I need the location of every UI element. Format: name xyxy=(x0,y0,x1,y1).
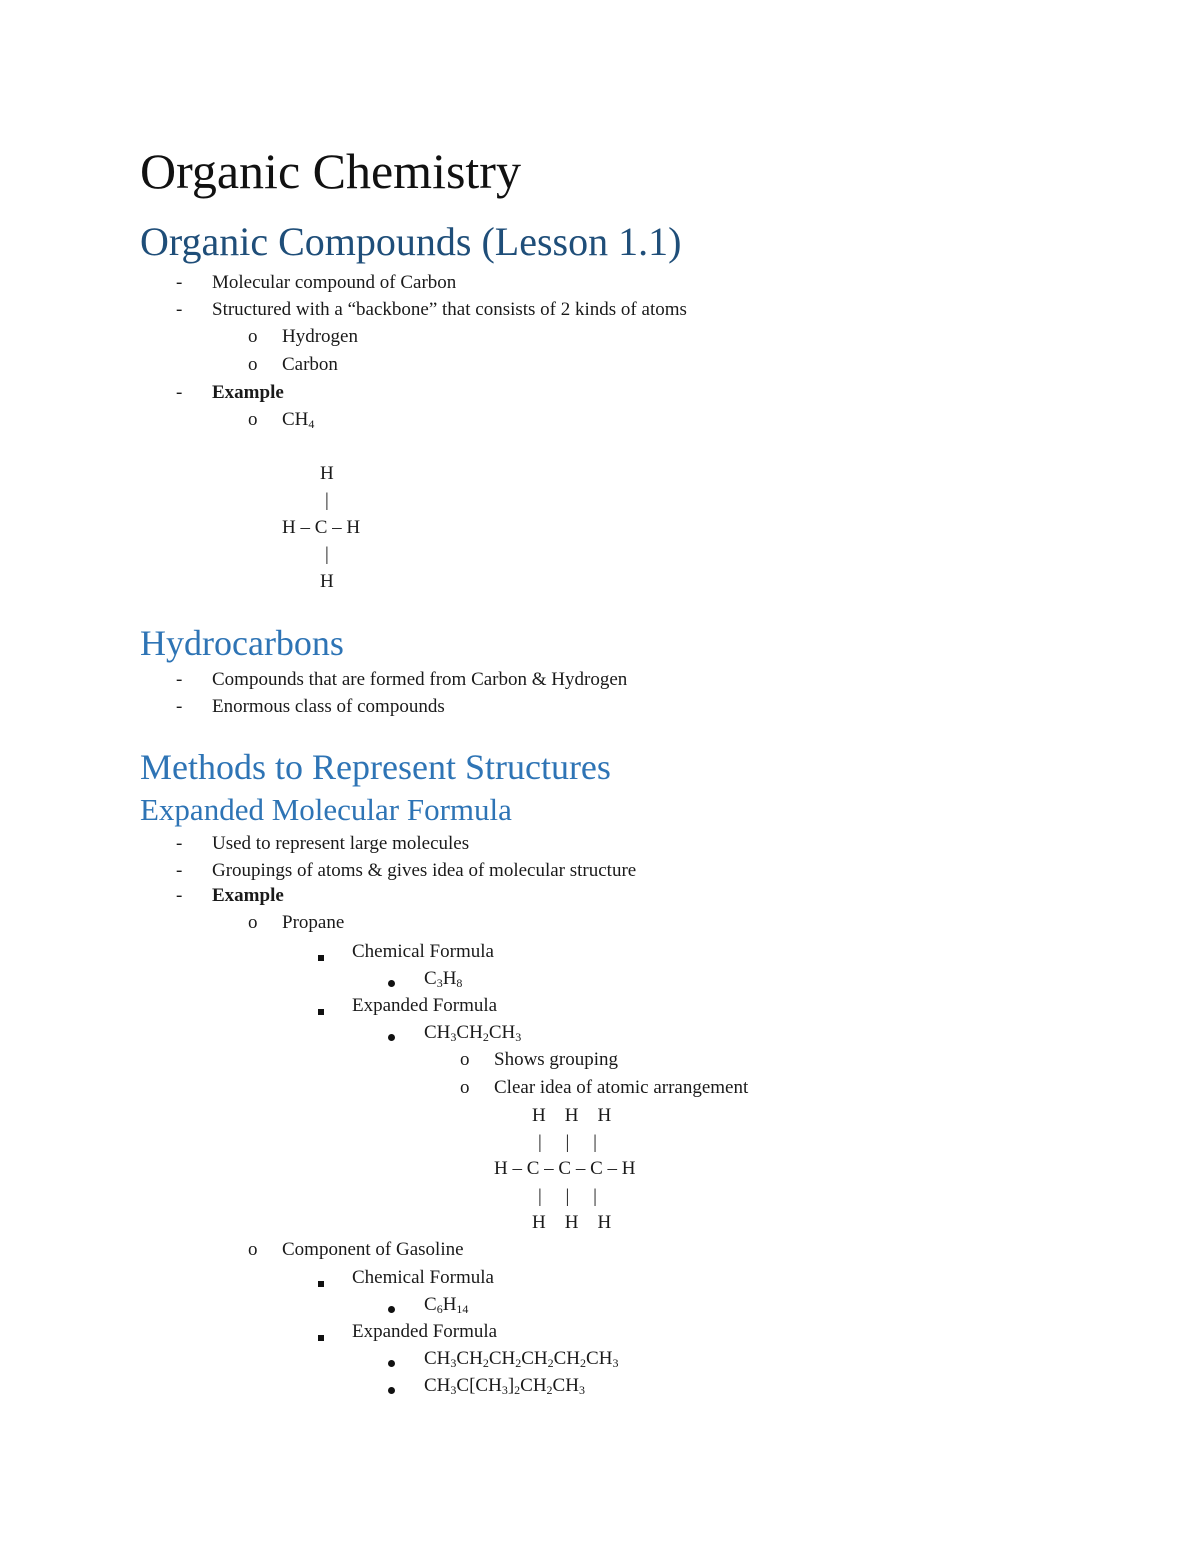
bullet-large-molecules: Used to represent large molecules xyxy=(212,833,470,854)
sub-bullet-carbon: Carbon xyxy=(282,354,338,375)
dot-bullet xyxy=(388,1300,395,1318)
dash-marker: - xyxy=(176,885,183,906)
chemical-formula-label: Chemical Formula xyxy=(352,1267,494,1288)
methane-bond-top: | xyxy=(325,490,329,511)
heading-hydrocarbons: Hydrocarbons xyxy=(140,623,344,663)
methane-formula: $CH_4$ xyxy=(282,409,315,431)
propane-expanded-formula: $CH_3CH_2CH_3$ xyxy=(424,1022,522,1044)
square-bullet xyxy=(318,1002,324,1020)
chemical-formula-label: Chemical Formula xyxy=(352,941,494,962)
sub-bullet-hydrogen: Hydrogen xyxy=(282,326,358,347)
o-marker: o xyxy=(248,912,258,933)
shows-grouping: Shows grouping xyxy=(494,1049,619,1070)
dash-marker: - xyxy=(176,833,183,854)
propane-chemical-formula: $C_3H_8$ xyxy=(424,968,463,990)
methane-h-bottom: H xyxy=(320,571,334,592)
propane-bonds-bottom: | | | xyxy=(538,1186,597,1207)
bullet-enormous-class: Enormous class of compounds xyxy=(212,696,445,717)
o-marker: o xyxy=(460,1077,470,1098)
expanded-formula-label: Expanded Formula xyxy=(352,1321,498,1342)
expanded-formula-label: Expanded Formula xyxy=(352,995,498,1016)
dot-bullet xyxy=(388,974,395,992)
o-marker: o xyxy=(460,1049,470,1070)
page-title: Organic Chemistry xyxy=(140,143,521,199)
dash-marker: - xyxy=(176,860,183,881)
dash-marker: - xyxy=(176,696,183,717)
dash-marker: - xyxy=(176,299,183,320)
bullet-compounds-formed: Compounds that are formed from Carbon & Hydrogen xyxy=(212,669,628,690)
bullet-molecular-compound: Molecular compound of Carbon xyxy=(212,272,457,293)
propane-h-top-row: H H H xyxy=(532,1105,612,1126)
propane-label: Propane xyxy=(282,912,345,933)
clear-idea: Clear idea of atomic arrangement xyxy=(494,1077,749,1098)
propane-h-bottom-row: H H H xyxy=(532,1212,612,1233)
gasoline-chemical-formula: $C_6H_{14}$ xyxy=(424,1294,469,1316)
dot-bullet xyxy=(388,1381,395,1399)
hexane-expanded-formula: $CH_3CH_2CH_2CH_2CH_2CH_3$ xyxy=(424,1348,619,1370)
heading-methods: Methods to Represent Structures xyxy=(140,747,611,787)
example-label: Example xyxy=(212,885,284,906)
dash-marker: - xyxy=(176,382,183,403)
propane-bonds-top: | | | xyxy=(538,1132,597,1153)
dimethylbutane-expanded-formula: $CH_3C[CH_3]_2CH_2CH_3$ xyxy=(424,1375,585,1397)
bullet-groupings: Groupings of atoms & gives idea of molecular structure xyxy=(212,860,637,881)
heading-organic-compounds: Organic Compounds (Lesson 1.1) xyxy=(140,219,682,264)
o-marker: o xyxy=(248,326,258,347)
example-label: Example xyxy=(212,382,284,403)
propane-middle-row: H – C – C – C – H xyxy=(494,1158,636,1179)
subheading-expanded-formula: Expanded Molecular Formula xyxy=(140,792,512,827)
square-bullet xyxy=(318,1274,324,1292)
methane-h-top: H xyxy=(320,463,334,484)
methane-bond-bottom: | xyxy=(325,544,329,565)
square-bullet xyxy=(318,948,324,966)
o-marker: o xyxy=(248,409,258,430)
dash-marker: - xyxy=(176,272,183,293)
square-bullet xyxy=(318,1328,324,1346)
o-marker: o xyxy=(248,1239,258,1260)
dash-marker: - xyxy=(176,669,183,690)
bullet-backbone: Structured with a “backbone” that consists of 2 kinds of atoms xyxy=(212,299,687,320)
gasoline-label: Component of Gasoline xyxy=(282,1239,464,1260)
methane-middle-row: H – C – H xyxy=(282,517,361,538)
o-marker: o xyxy=(248,354,258,375)
dot-bullet xyxy=(388,1028,395,1046)
dot-bullet xyxy=(388,1354,395,1372)
